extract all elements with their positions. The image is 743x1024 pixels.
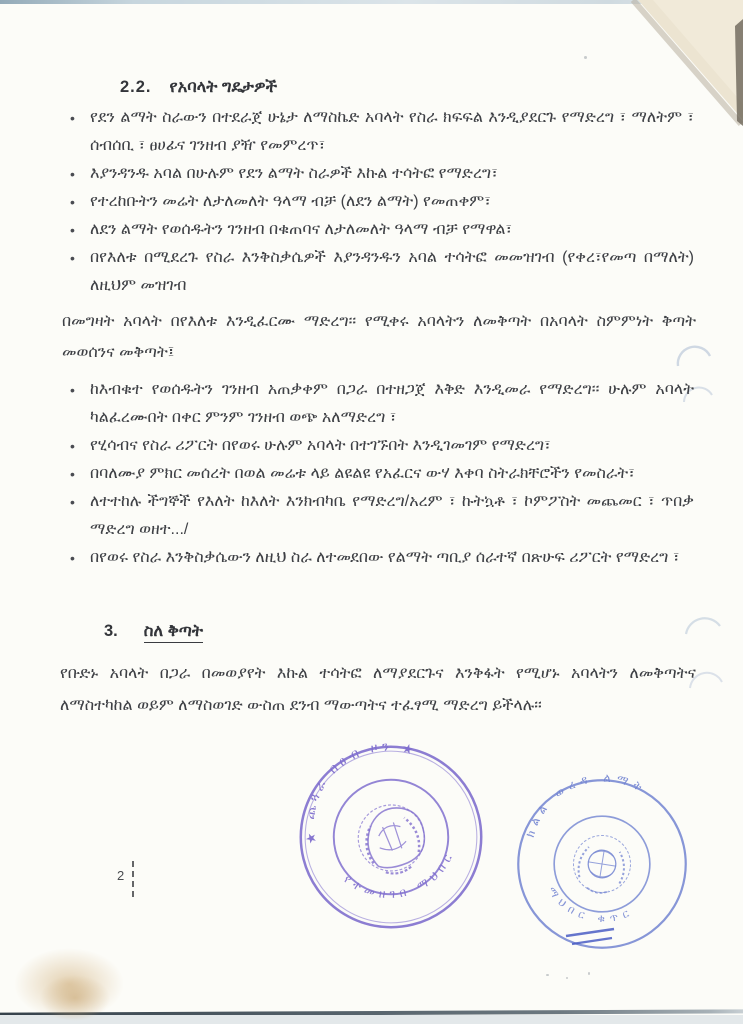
bullet-text: በየወሩ የስራ እንቅስቃሴውን ለዚህ ስራ ለተመደበው የልማት ጣቢያ ሰራተኛ በጽሁፍ ሪፖርት የማድረግ ፣	[90, 549, 680, 566]
section-number: 2.2.	[120, 78, 152, 96]
bullet-icon: •	[70, 550, 75, 566]
paper-stain	[14, 948, 124, 1020]
bullet-icon: •	[70, 466, 75, 482]
section-heading-penalty	[104, 622, 203, 641]
bullet-text: የተረከቡትን መሬት ለታለመለት ዓላማ ብቻ (ለደን ልማት) የመጠቀም፣	[90, 193, 491, 210]
stamp-ring-text: ማህበር ቁጥር	[545, 884, 636, 926]
bullet-icon: •	[70, 494, 75, 510]
page-number-dash-mark	[132, 861, 134, 897]
scan-speck	[584, 56, 587, 59]
bullet-text: ለደን ልማት የወሰዱትን ገንዘብ በቁጠባና ለታለመለት ዓላማ ብቻ የማዋል፣	[90, 221, 513, 238]
bullet-text: ለተተከሉ ችግኞች የእለት ከእለት እንክብካቤ የማድረግ/አረም ፣ ኩትኳቶ ፣ ኮምፖስት መጨመር ፣ ጥበቃ ማድረግ ወዘተ.../	[90, 493, 694, 538]
bullet-text: የደን ልማት ስራውን በተደራጀ ሁኔታ ለማስኬድ አባላት የስራ ክፍፍል እንዲያደርጉ የማድረግ ፣ ማለትም ፣ ሰብሰቢ ፣ ፀሀፊና ገንዘብ ያዥ የመምረጥ፣	[90, 109, 694, 154]
list-item	[62, 544, 694, 572]
list-item	[62, 188, 694, 216]
section-number: 3.	[104, 622, 118, 640]
svg-text:ክልል ወረዳ ልማት	[523, 758, 651, 855]
scan-bottom-strip	[0, 1015, 743, 1024]
closing-paragraph: የቡድኑ አባላት በጋራ በመወያየት እኩል ተሳትፎ ለማያደርጉና እንቅፋት የሚሆኑ አባላትን ለመቅጣትና ለማስተካከል ወይም ለማስወገድ ውስጠ ደንብ ማውጣትና ተፈፃሚ ማድረግ ይችላሉ፡፡	[60, 665, 696, 714]
bullet-icon: •	[70, 166, 75, 182]
stamp-underline-marks	[562, 927, 622, 951]
list-item	[62, 216, 694, 244]
section-heading-duties	[120, 78, 277, 97]
bullet-icon: •	[70, 222, 75, 238]
ink-stamp-left	[273, 717, 509, 956]
bullet-icon: •	[70, 110, 75, 126]
stamp-ring-text: ክልል ወረዳ ልማት	[522, 770, 650, 839]
list-item	[62, 460, 694, 488]
list-item	[62, 104, 694, 160]
list-item	[62, 376, 694, 432]
bullet-icon: •	[70, 438, 75, 454]
bullet-text: የሂሳብና የስራ ሪፖርት በየወሩ ሁሉም አባላት በተገኙበት እንዲገመገም የማድረግ፣	[90, 437, 551, 454]
svg-text:የተመዘገበ ማህበር	[339, 845, 464, 913]
scan-speck	[588, 972, 590, 975]
list-item	[62, 488, 694, 544]
svg-text:★ ጨጓራ በፀብ ዞን ★	[285, 730, 436, 846]
stamp-ring-text: የተመዘገበ ማህበር	[341, 847, 457, 902]
bullet-icon: •	[70, 250, 75, 266]
stamp-ring-text: ★ ጨጓራ በፀብ ዞን ★	[302, 739, 420, 846]
interlude-paragraph: በመግዛት አባላት በየእለቱ እንዲፈርሙ ማድረግ፡፡ የሚቀሩ አባላትን ለመቅጣት በአባላት ስምምነት ቅጣት መወሰንና መቅጣት፤	[62, 313, 696, 361]
bullet-icon: •	[70, 194, 75, 210]
bullet-text: ከእብቁተ የወሰዱትን ገንዘብ አጠቃቀም በጋራ በተዘጋጀ እቅድ እንዲመራ የማድረግ፡፡ ሁሉም አባላት ካልፈረሙበት በቀር ምንም ገንዘብ ወጭ አለማድረግ ፣	[90, 381, 694, 426]
list-item	[62, 432, 694, 460]
scan-speck	[546, 974, 549, 976]
svg-text:ማህበር ቁጥር	[541, 883, 639, 931]
bullet-text: እያንዳንዱ አባል በሁሉም የደን ልማት ስራዎች እኩል ተሳትፎ የማድረግ፣	[90, 165, 498, 182]
section-title: የአባላት ግዴታዎች	[169, 78, 278, 96]
bullet-text: በየእለቱ በሚደረጉ የስራ እንቅስቃሴዎች እያንዳንዱን አባል ተሳትፎ መመዝገብ (የቀረ፣የመጣ በማለት) ለዚህም መዝገብ	[90, 249, 694, 294]
page-number: 2	[117, 868, 125, 883]
section-title: ስለ ቅጣት	[144, 622, 203, 643]
list-item	[62, 160, 694, 188]
bullet-icon: •	[70, 382, 75, 398]
list-item	[62, 244, 694, 300]
procedure-bullet-list	[62, 376, 694, 572]
duties-bullet-list	[62, 104, 694, 300]
scan-speck	[566, 977, 568, 979]
bullet-text: በባለሙያ ምክር መሰረት በወል መሬቱ ላይ ልዩልዩ የአፈርና ውሃ እቀባ ስትራክቸሮችን የመስራት፣	[90, 465, 635, 482]
